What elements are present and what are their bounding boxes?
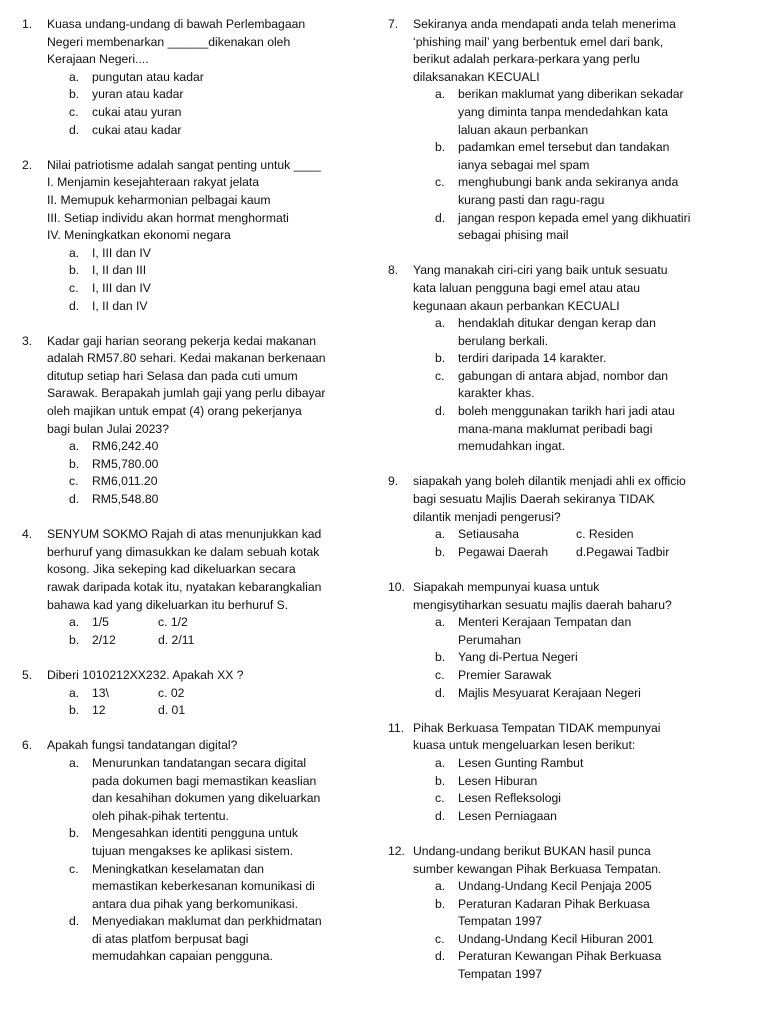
question-text: kegunaan akaun perbankan KECUALI: [413, 298, 620, 313]
question-text-line: [22, 174, 367, 192]
question-text: Siapakah mempunyai kuasa untuk: [413, 580, 600, 594]
question-text-line: [22, 737, 367, 755]
option-text: dan kesahihan dokumen yang dikeluarkan: [92, 791, 321, 806]
option-letter: b.: [69, 87, 80, 102]
option-text: I, II dan III: [92, 263, 147, 278]
option-text-line: [22, 773, 367, 791]
option-text-line: [22, 843, 367, 861]
question-number: 1.: [22, 17, 33, 31]
option-text: c. 02: [158, 685, 185, 700]
question-text: Kuasa undang-undang di bawah Perlembagaan: [47, 17, 306, 31]
option-letter: a.: [69, 755, 80, 770]
option-pair-row: [388, 544, 748, 562]
question-text-line: [388, 280, 748, 298]
option-letter: b.: [435, 896, 446, 911]
option-letter: d.: [435, 210, 446, 225]
option-letter: b.: [435, 650, 446, 665]
option-text: memudahkan capaian pengguna.: [92, 949, 273, 964]
option-pair-row: [22, 685, 367, 703]
right-column: [388, 16, 748, 1001]
option-pair-row: [388, 526, 748, 544]
option-a: [388, 755, 748, 773]
question-text: adalah RM57.80 sehari. Kedai makanan berkenaan: [47, 351, 326, 366]
option-text: Lesen Hiburan: [458, 773, 538, 788]
question-text-line: [22, 350, 367, 368]
question-text-line: [388, 298, 748, 316]
question-text: Undang-undang berikut BUKAN hasil punca: [413, 843, 651, 858]
option-text: Pegawai Daerah: [458, 544, 549, 559]
option-text: karakter khas.: [458, 386, 535, 401]
question-text-line: [388, 861, 748, 879]
option-text: Menurunkan tandatangan secara digital: [92, 755, 307, 770]
question-text: Negeri membenarkan ______dikenakan oleh: [47, 34, 291, 49]
option-a: [22, 69, 367, 87]
question-text: dilantik menjadi pengerusi?: [413, 509, 561, 524]
question-11: [388, 720, 748, 826]
option-d: [22, 122, 367, 140]
option-letter: b.: [69, 703, 80, 718]
question-text: ‘phishing mail’ yang berbentuk emel dari bank,: [413, 34, 664, 49]
option-text: Undang-Undang Kecil Hiburan 2001: [458, 931, 654, 946]
question-text-line: [22, 157, 367, 175]
question-text-line: [388, 720, 748, 738]
question-text-line: [388, 69, 748, 87]
option-c: [388, 667, 748, 685]
option-text-line: [388, 122, 748, 140]
option-a: [22, 438, 367, 456]
question-number: 11.: [388, 720, 405, 735]
option-a: [388, 614, 748, 632]
question-text-line: [22, 192, 367, 210]
question-text: sumber kewangan Pihak Berkuasa Tempatan.: [413, 861, 662, 876]
option-letter: b.: [69, 826, 80, 841]
option-text: Premier Sarawak: [458, 667, 552, 682]
question-text-line: [22, 333, 367, 351]
question-text-line: [22, 403, 367, 421]
option-letter: a.: [435, 316, 446, 331]
option-text: Undang-Undang Kecil Penjaja 2005: [458, 879, 652, 894]
option-pair-row: [22, 632, 367, 650]
option-text: Peraturan Kewangan Pihak Berkuasa: [458, 949, 662, 964]
option-b: [388, 649, 748, 667]
question-text-line: [388, 509, 748, 527]
option-c: [22, 280, 367, 298]
option-d: [388, 948, 748, 966]
question-text-line: [22, 421, 367, 439]
option-text: laluan akaun perbankan: [458, 122, 589, 137]
option-letter: c.: [435, 175, 445, 190]
option-text: cukai atau kadar: [92, 122, 182, 137]
option-text-line: [388, 333, 748, 351]
question-text-line: [22, 561, 367, 579]
option-d: [388, 808, 748, 826]
question-text: kosong. Jika sekeping kad dikeluarkan secara: [47, 562, 296, 577]
option-letter: c.: [435, 931, 445, 946]
question-text-line: [22, 667, 367, 685]
option-b: [388, 773, 748, 791]
question-text: Kadar gaji harian seorang pekerja kedai makanan: [47, 333, 316, 348]
question-text: IV. Meningkatkan ekonomi negara: [47, 228, 231, 243]
option-letter: d.: [435, 949, 446, 964]
option-text: yang diminta tanpa mendedahkan kata: [458, 104, 669, 119]
option-text: I, III dan IV: [92, 245, 151, 260]
question-text-line: [388, 579, 748, 597]
question-text: oleh majikan untuk empat (4) orang pekerjanya: [47, 404, 302, 419]
option-text: cukai atau yuran: [92, 104, 182, 119]
option-text: gabungan di antara abjad, nombor dan: [458, 368, 669, 383]
option-letter: b.: [435, 773, 446, 788]
option-c: [22, 473, 367, 491]
option-letter: b.: [435, 140, 446, 155]
option-d: [22, 491, 367, 509]
question-text: II. Memupuk keharmonian pelbagai kaum: [47, 192, 271, 207]
question-text: dilaksanakan KECUALI: [413, 69, 540, 84]
option-text-line: [388, 227, 748, 245]
option-b: [388, 896, 748, 914]
option-text-line: [22, 896, 367, 914]
question-text: bagi bulan Julai 2023?: [47, 421, 169, 436]
question-text-line: [388, 16, 748, 34]
question-text-line: [22, 51, 367, 69]
option-text-line: [388, 913, 748, 931]
option-text-line: [22, 931, 367, 949]
option-text-line: [388, 632, 748, 650]
question-4: [22, 526, 367, 649]
option-text: antara dua pihak yang berkomunikasi.: [92, 896, 298, 911]
option-letter: b.: [69, 456, 80, 471]
option-pair-row: [22, 702, 367, 720]
question-text-line: [388, 473, 748, 491]
question-text: mengisytiharkan sesuatu majlis daerah baharu?: [413, 597, 672, 612]
option-text-line: [388, 192, 748, 210]
option-text: yuran atau kadar: [92, 87, 184, 102]
left-column: [22, 16, 367, 984]
option-text: c. 1/2: [158, 615, 188, 630]
option-d: [22, 913, 367, 931]
question-1: [22, 16, 367, 139]
question-text-line: [388, 597, 748, 615]
question-text: Kerajaan Negeri....: [47, 52, 149, 67]
question-text: kata laluan pengguna bagi emel atau atau: [413, 280, 641, 295]
question-text-line: [22, 34, 367, 52]
question-7: [388, 16, 748, 245]
option-text-line: [22, 790, 367, 808]
question-text: berhuruf yang dimasukkan ke dalam sebuah kotak: [47, 544, 320, 559]
option-letter: d.: [69, 122, 80, 137]
option-text: Mengesahkan identiti pengguna untuk: [92, 826, 298, 841]
option-letter: c.: [69, 474, 79, 489]
option-text: Majlis Mesyuarat Kerajaan Negeri: [458, 685, 641, 700]
question-text-line: [22, 597, 367, 615]
option-letter: a.: [435, 87, 446, 102]
question-number: 3.: [22, 333, 33, 348]
option-text: hendaklah ditukar dengan kerap dan: [458, 316, 656, 331]
question-text: III. Setiap individu akan hormat menghormati: [47, 210, 289, 225]
option-a: [388, 315, 748, 333]
question-text: bagi sesuatu Majlis Daerah sekiranya TIDAK: [413, 492, 655, 507]
option-b: [22, 86, 367, 104]
option-b: [22, 825, 367, 843]
option-a: [22, 755, 367, 773]
option-b: [388, 350, 748, 368]
option-text-line: [22, 808, 367, 826]
option-text: jangan respon kepada emel yang dikhuatiri: [458, 210, 691, 225]
option-a: [388, 86, 748, 104]
question-text: Yang manakah ciri-ciri yang baik untuk sesuatu: [413, 263, 668, 278]
option-letter: a.: [69, 245, 80, 260]
option-letter: a.: [435, 527, 446, 542]
option-a: [388, 878, 748, 896]
option-text: ianya sebagai mel spam: [458, 157, 590, 172]
option-letter: c.: [69, 104, 79, 119]
question-text-line: [388, 737, 748, 755]
option-text: terdiri daripada 14 karakter.: [458, 351, 607, 366]
option-c: [388, 368, 748, 386]
option-text-line: [388, 157, 748, 175]
option-letter: a.: [69, 615, 80, 630]
option-letter: d.: [69, 298, 80, 313]
question-8: [388, 262, 748, 456]
question-text: siapakah yang boleh dilantik menjadi ahli ex officio: [413, 474, 686, 489]
option-text: I, III dan IV: [92, 280, 151, 295]
option-text: 12: [92, 703, 106, 718]
option-b: [22, 456, 367, 474]
option-text: berulang berkali.: [458, 333, 549, 348]
question-12: [388, 843, 748, 984]
option-text-line: [388, 104, 748, 122]
option-text: I, II dan IV: [92, 298, 148, 313]
question-text-line: [22, 210, 367, 228]
option-c: [22, 861, 367, 879]
question-text: Pihak Berkuasa Tempatan TIDAK mempunyai: [413, 720, 661, 735]
option-letter: c.: [69, 280, 79, 295]
option-text: Tempatan 1997: [458, 914, 543, 929]
option-letter: b.: [69, 263, 80, 278]
option-text: 1/5: [92, 615, 109, 630]
question-text: Sarawak. Berapakah jumlah gaji yang perlu dibayar: [47, 386, 326, 401]
question-number: 7.: [388, 17, 399, 31]
option-text: di atas platfom berpusat bagi: [92, 931, 249, 946]
option-text: oleh pihak-pihak tertentu.: [92, 808, 229, 823]
option-letter: a.: [435, 615, 446, 630]
question-text-line: [22, 385, 367, 403]
question-text: Diberi 1010212XX232. Apakah XX ?: [47, 667, 244, 682]
option-text: 13\: [92, 685, 109, 700]
option-text: mana-mana maklumat peribadi bagi: [458, 421, 653, 436]
option-letter: c.: [69, 861, 79, 876]
option-letter: a.: [69, 439, 80, 454]
question-text-line: [388, 843, 748, 861]
option-letter: a.: [69, 69, 80, 84]
option-letter: d.: [435, 404, 446, 419]
question-text-line: [388, 34, 748, 52]
question-number: 12.: [388, 843, 405, 858]
option-text: kurang pasti dan ragu-ragu: [458, 192, 605, 207]
question-text-line: [22, 526, 367, 544]
question-text: bahawa kad yang dikeluarkan itu berhuruf S.: [47, 597, 289, 612]
question-text: Apakah fungsi tandatangan digital?: [47, 738, 238, 753]
question-text: SENYUM SOKMO Rajah di atas menunjukkan kad: [47, 527, 322, 542]
question-10: [388, 579, 748, 702]
option-text: Menyediakan maklumat dan perkhidmatan: [92, 914, 322, 929]
option-text: pada dokumen bagi memastikan keaslian: [92, 773, 317, 788]
question-number: 9.: [388, 474, 399, 489]
question-2: [22, 157, 367, 315]
option-text: Tempatan 1997: [458, 967, 543, 982]
question-3: [22, 333, 367, 509]
option-text-line: [22, 948, 367, 966]
option-pair-row: [22, 614, 367, 632]
question-text: Sekiranya anda mendapati anda telah menerima: [413, 17, 676, 31]
option-letter: a.: [69, 685, 80, 700]
option-letter: d.: [435, 685, 446, 700]
option-text-line: [388, 966, 748, 984]
question-text-line: [22, 368, 367, 386]
option-text: d. 01: [158, 703, 186, 718]
question-text-line: [22, 544, 367, 562]
question-text: rawak daripada kotak itu, nyatakan kebarangkalian: [47, 580, 322, 594]
question-number: 4.: [22, 527, 33, 542]
option-d: [388, 685, 748, 703]
option-text: Peraturan Kadaran Pihak Berkuasa: [458, 896, 650, 911]
option-letter: c.: [435, 368, 445, 383]
option-text: Lesen Gunting Rambut: [458, 755, 584, 770]
question-text: ditutup setiap hari Selasa dan pada cuti umum: [47, 368, 298, 383]
option-text-line: [22, 878, 367, 896]
option-text: Setiausaha: [458, 527, 519, 542]
question-number: 6.: [22, 738, 33, 753]
option-text: memudahkan ingat.: [458, 439, 566, 454]
option-text-line: [388, 438, 748, 456]
option-letter: a.: [435, 879, 446, 894]
option-c: [388, 174, 748, 192]
option-text: berikan maklumat yang diberikan sekadar: [458, 87, 684, 102]
option-d: [22, 298, 367, 316]
option-text: Meningkatkan keselamatan dan: [92, 861, 265, 876]
option-letter: a.: [435, 755, 446, 770]
question-text-line: [22, 227, 367, 245]
option-text: Menteri Kerajaan Tempatan dan: [458, 615, 632, 630]
option-letter: d.: [69, 914, 80, 929]
question-number: 10.: [388, 580, 405, 594]
question-number: 2.: [22, 157, 33, 172]
question-text-line: [22, 579, 367, 597]
question-text: kuasa untuk mengeluarkan lesen berikut:: [413, 738, 636, 753]
option-text: d.Pegawai Tadbir: [576, 544, 670, 559]
option-b: [22, 262, 367, 280]
option-c: [388, 931, 748, 949]
question-text-line: [388, 262, 748, 280]
question-9: [388, 473, 748, 561]
question-6: [22, 737, 367, 966]
question-text: berikut adalah perkara-perkara yang perlu: [413, 52, 640, 67]
option-text: d. 2/11: [158, 632, 195, 647]
option-text: RM5,780.00: [92, 456, 159, 471]
question-text-line: [388, 51, 748, 69]
option-d: [388, 403, 748, 421]
question-text-line: [388, 491, 748, 509]
option-c: [388, 790, 748, 808]
option-letter: b.: [435, 351, 446, 366]
option-a: [22, 245, 367, 263]
option-letter: b.: [435, 544, 446, 559]
option-letter: c.: [435, 667, 445, 682]
question-5: [22, 667, 367, 720]
option-text: c. Residen: [576, 527, 634, 542]
option-text: RM6,242.40: [92, 439, 159, 454]
question-number: 8.: [388, 263, 399, 278]
option-text-line: [388, 385, 748, 403]
option-text: pungutan atau kadar: [92, 69, 204, 84]
option-text: Yang di-Pertua Negeri: [458, 650, 578, 665]
option-b: [388, 139, 748, 157]
question-text: Nilai patriotisme adalah sangat penting untuk ____: [47, 157, 321, 172]
option-text: 2/12: [92, 632, 116, 647]
question-number: 5.: [22, 667, 33, 682]
option-letter: b.: [69, 632, 80, 647]
option-text: boleh menggunakan tarikh hari jadi atau: [458, 404, 675, 419]
option-text-line: [388, 421, 748, 439]
question-text: I. Menjamin kesejahteraan rakyat jelata: [47, 175, 260, 190]
option-text: padamkan emel tersebut dan tandakan: [458, 140, 670, 155]
option-text: RM6,011.20: [92, 474, 158, 489]
option-text: menghubungi bank anda sekiranya anda: [458, 175, 679, 190]
option-c: [22, 104, 367, 122]
option-letter: d.: [69, 492, 80, 507]
option-text: memastikan keberkesanan komunikasi di: [92, 879, 315, 894]
option-letter: d.: [435, 808, 446, 823]
option-text: Lesen Refleksologi: [458, 791, 561, 806]
option-text: RM5,548.80: [92, 492, 159, 507]
option-text: Perumahan: [458, 632, 522, 647]
option-text: Lesen Perniagaan: [458, 808, 557, 823]
option-text: sebagai phising mail: [458, 228, 569, 243]
option-letter: c.: [435, 791, 445, 806]
question-text-line: [22, 16, 367, 34]
option-text: tujuan mengakses ke aplikasi sistem.: [92, 843, 294, 858]
option-d: [388, 210, 748, 228]
